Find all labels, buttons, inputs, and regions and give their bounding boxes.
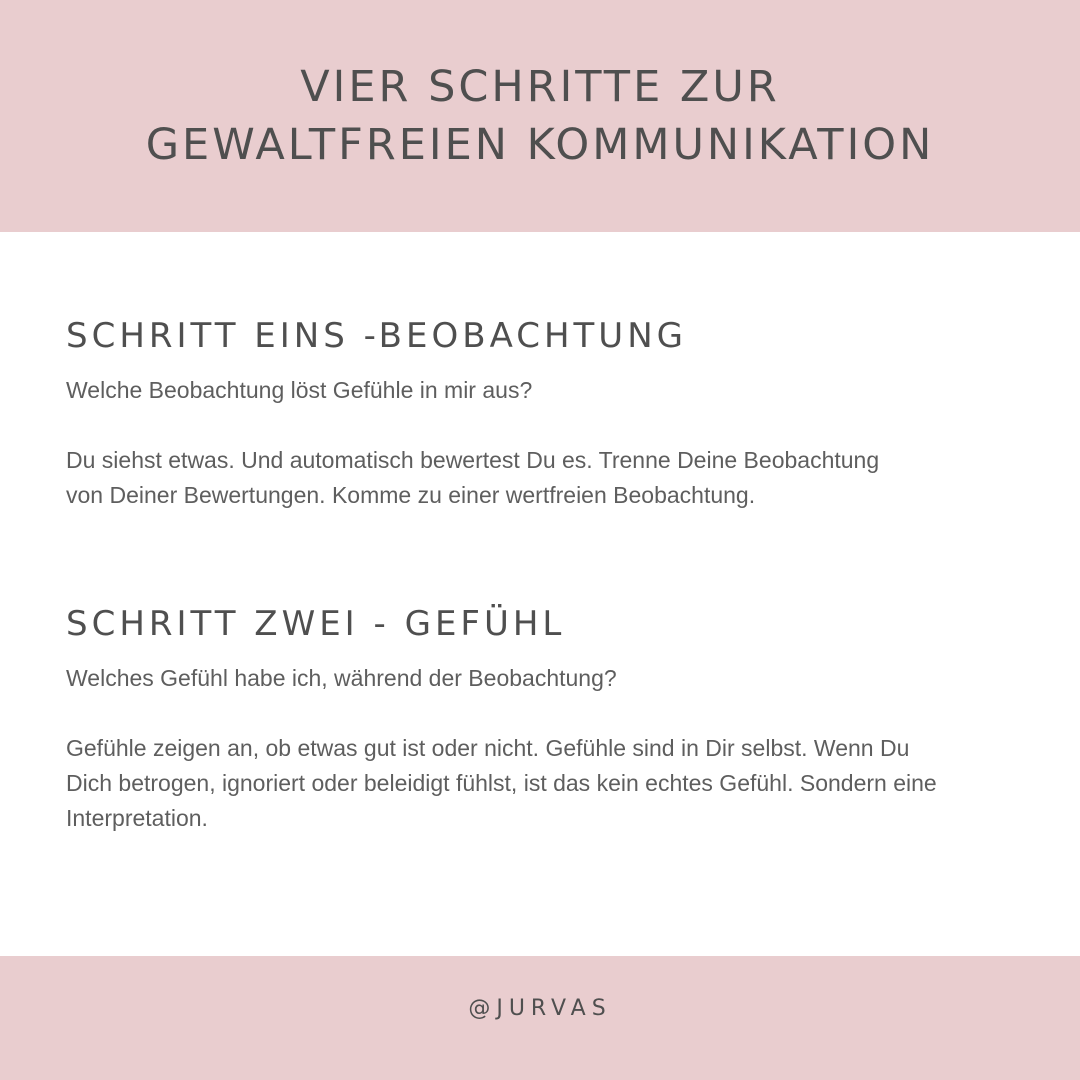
step-one-body-line-2: von Deiner Bewertungen. Komme zu einer wertfreien Beobachtung. xyxy=(66,482,756,508)
step-two-body-line-3: Interpretation. xyxy=(66,805,208,831)
page-title-line-2: GEWALTFREIEN KOMMUNIKATION xyxy=(145,120,935,170)
step-one-section xyxy=(66,313,1006,513)
step-one-body xyxy=(66,443,1006,513)
step-two-heading: SCHRITT ZWEI - GEFÜHL xyxy=(66,604,566,644)
step-two-body xyxy=(66,731,1006,836)
step-one-heading: SCHRITT EINS -BEOBACHTUNG xyxy=(66,316,687,356)
header-band xyxy=(0,0,1080,232)
step-one-body-line-1: Du siehst etwas. Und automatisch bewertest Du es. Trenne Deine Beobachtung xyxy=(66,447,880,473)
page-title-line-1: VIER SCHRITTE ZUR xyxy=(300,62,780,112)
step-one-question: Welche Beobachtung löst Gefühle in mir aus? xyxy=(66,377,533,403)
step-two-section xyxy=(66,601,1006,836)
step-two-body-line-1: Gefühle zeigen an, ob etwas gut ist oder nicht. Gefühle sind in Dir selbst. Wenn Du xyxy=(66,735,910,761)
author-handle: @JURVAS xyxy=(468,996,612,1021)
page-title xyxy=(0,58,1080,174)
step-two-question: Welches Gefühl habe ich, während der Beobachtung? xyxy=(66,665,617,691)
step-two-body-line-2: Dich betrogen, ignoriert oder beleidigt fühlst, ist das kein echtes Gefühl. Sondern eine xyxy=(66,770,937,796)
footer-band xyxy=(0,956,1080,1080)
